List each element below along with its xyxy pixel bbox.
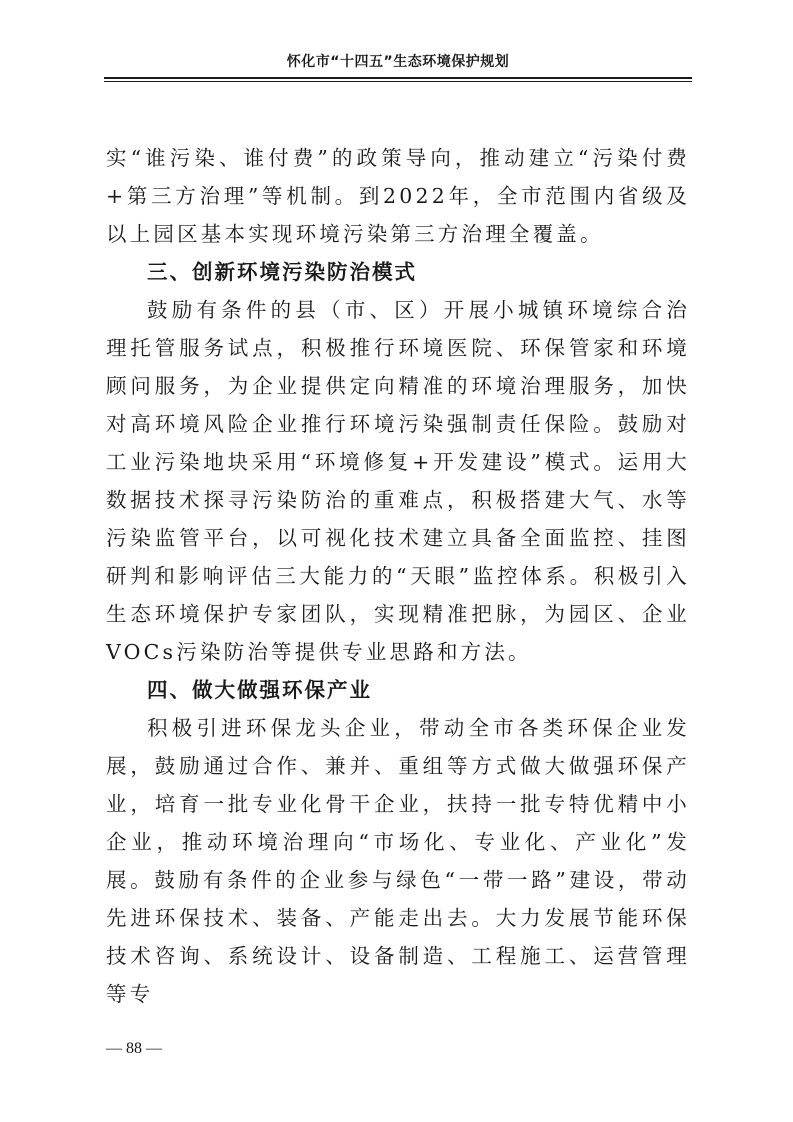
page-number: — 88 — — [106, 1040, 162, 1057]
section-heading-4: 四、做大做强环保产业 — [147, 678, 372, 702]
running-header: 怀化市“十四五”生态环境保护规划 — [286, 54, 510, 70]
paragraph-continued: 实“谁污染、谁付费”的政策导向，推动建立“污染付费+第三方治理”等机制。到2022年，全市范围内省级及以上园区基本实现环境污染第三方治理全覆盖。 — [106, 146, 690, 246]
section-heading-3: 三、创新环境污染防治模式 — [147, 260, 417, 284]
header-rule-thick — [104, 77, 692, 79]
paragraph-innovation-mode: 鼓励有条件的县（市、区）开展小城镇环境综合治理托管服务试点，积极推行环境医院、环保管家和环境顾问服务，为企业提供定向精准的环境治理服务，加快对高环境风险企业推行环境污染强制责任保险。鼓励对工业污染地块采用“环境修复+开发建设”模式。运用大数据技术探寻污染防治的重难点，积极搭建大气、水等污染监管平台，以可视化技术建立具备全面监控、挂图研判和影响评估三大能力的“天眼”监控体系。积极引入生态环境保护专家团队，实现精准把脉，为园区、企业VOCs污染防治等提供专业思路和方法。 — [106, 298, 690, 664]
header-rule-thin — [104, 81, 692, 82]
document-body — [106, 139, 690, 1013]
paragraph-environmental-industry: 积极引进环保龙头企业，带动全市各类环保企业发展，鼓励通过合作、兼并、重组等方式做大做强环保产业，培育一批专业化骨干企业，扶持一批专特优精中小企业，推动环境治理向“市场化、专业化、产业化”发展。鼓励有条件的企业参与绿色“一带一路”建设，带动先进环保技术、装备、产能走出去。大力发展节能环保技术咨询、系统设计、设备制造、工程施工、运营管理等专 — [106, 716, 690, 1006]
